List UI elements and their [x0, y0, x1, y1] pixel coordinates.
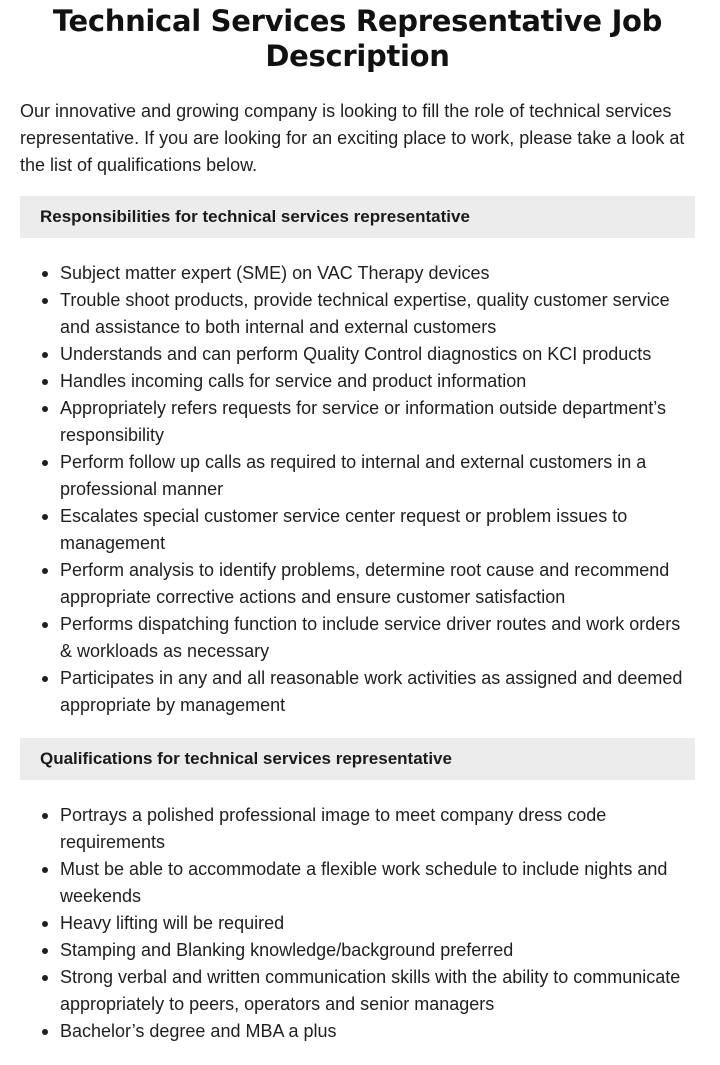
list-item: Escalates special customer service center request or problem issues to management: [20, 503, 695, 557]
list-item: Performs dispatching function to include service driver routes and work orders & workloads as necessary: [20, 611, 695, 665]
list-item: Perform analysis to identify problems, determine root cause and recommend appropriate corrective actions and ensure customer satisfaction: [20, 557, 695, 611]
list-item: Participates in any and all reasonable work activities as assigned and deemed appropriate by management: [20, 665, 695, 719]
list-item: Handles incoming calls for service and product information: [20, 368, 695, 395]
list-item: Appropriately refers requests for service or information outside department’s responsibility: [20, 395, 695, 449]
qualifications-list: [20, 802, 695, 1045]
page-title: Technical Services Representative Job Description: [52, 4, 663, 73]
list-item: Portrays a polished professional image to meet company dress code requirements: [20, 802, 695, 856]
responsibilities-heading-text: Responsibilities for technical services representative: [40, 207, 470, 226]
qualifications-heading: [20, 738, 695, 780]
qualifications-heading-text: Qualifications for technical services representative: [40, 749, 452, 768]
responsibilities-list: [20, 260, 695, 719]
list-item: Strong verbal and written communication skills with the ability to communicate appropriately to peers, operators and senior managers: [20, 964, 695, 1018]
intro-paragraph: Our innovative and growing company is looking to fill the role of technical services representative. If you are looking for an exciting place to work, please take a look at the list of qualifications below.: [20, 101, 685, 175]
list-item: Understands and can perform Quality Control diagnostics on KCI products: [20, 341, 695, 368]
list-item: Bachelor’s degree and MBA a plus: [20, 1018, 695, 1045]
list-item: Trouble shoot products, provide technical expertise, quality customer service and assistance to both internal and external customers: [20, 287, 695, 341]
list-item: Perform follow up calls as required to internal and external customers in a professional manner: [20, 449, 695, 503]
list-item: Must be able to accommodate a flexible work schedule to include nights and weekends: [20, 856, 695, 910]
list-item: Subject matter expert (SME) on VAC Therapy devices: [20, 260, 695, 287]
list-item: Stamping and Blanking knowledge/background preferred: [20, 937, 695, 964]
responsibilities-heading: [20, 196, 695, 238]
job-description-page: [20, 0, 695, 1045]
list-item: Heavy lifting will be required: [20, 910, 695, 937]
